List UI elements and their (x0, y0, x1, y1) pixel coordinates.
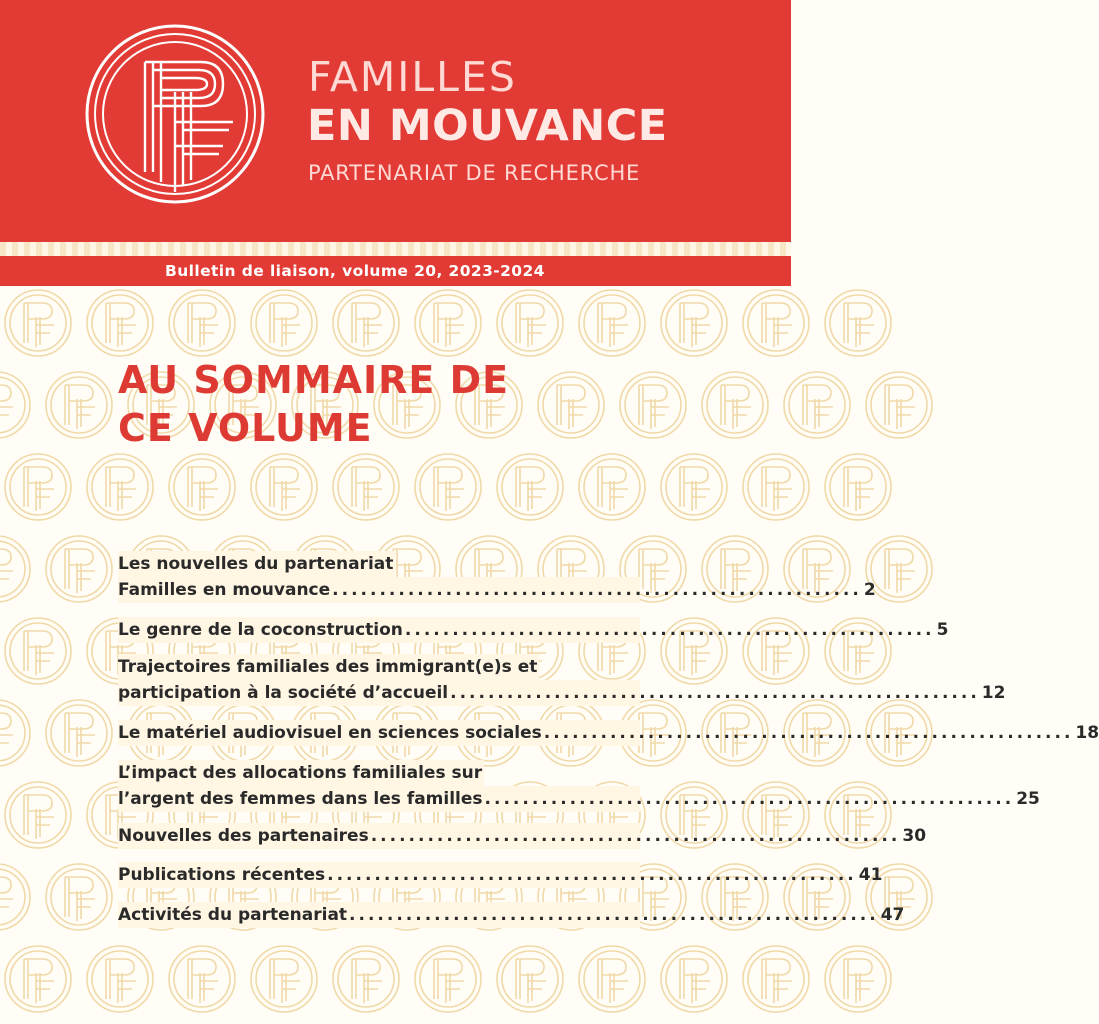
toc-title (118, 356, 509, 452)
monogram-pattern-icon (743, 290, 809, 356)
toc-entry[interactable] (118, 617, 949, 643)
monogram-pattern-icon (415, 290, 481, 356)
toc-entry[interactable] (118, 902, 905, 928)
monogram-pattern-icon (333, 290, 399, 356)
toc-entry-title-cont: Familles en mouvance (118, 580, 331, 600)
monogram-pattern-icon (538, 372, 604, 438)
toc-entry-page: 41 (858, 865, 883, 885)
toc-entry-page: 12 (981, 683, 1006, 703)
monogram-pattern-icon (661, 454, 727, 520)
monogram-pattern-icon (333, 454, 399, 520)
leader-dots: ........................................................ (370, 826, 901, 846)
leader-dots: ........................................................ (404, 620, 935, 640)
monogram-pattern-icon (0, 864, 30, 930)
monogram-pattern-icon (87, 946, 153, 1012)
monogram-pattern-icon (497, 946, 563, 1012)
toc-entry[interactable] (118, 862, 883, 888)
toc-entry-title-cont: participation à la société d’accueil (118, 683, 449, 703)
leader-dots: ........................................................ (349, 905, 879, 925)
toc-entry-title: Nouvelles des partenaires (118, 826, 369, 846)
monogram-pattern-icon (620, 372, 686, 438)
brand-name-line2: EN MOUVANCE (307, 101, 668, 151)
leader-dots: ........................................................ (484, 789, 1015, 809)
toc-title-line2: CE VOLUME (118, 406, 373, 450)
monogram-pattern-icon (5, 618, 71, 684)
monogram-pattern-icon (0, 372, 30, 438)
monogram-pattern-icon (497, 290, 563, 356)
monogram-pattern-icon (251, 290, 317, 356)
leader-dots: ........................................................ (543, 723, 1074, 743)
bulletin-label: Bulletin de liaison, volume 20, 2023-2024 (165, 262, 545, 280)
toc-entry[interactable] (118, 823, 927, 849)
brand-subtitle: PARTENARIAT DE RECHERCHE (308, 161, 641, 185)
toc-entry-page: 5 (936, 620, 949, 640)
monogram-pattern-icon (46, 536, 112, 602)
monogram-pattern-icon (0, 536, 30, 602)
toc-entry-title: L’impact des allocations familiales sur (118, 763, 483, 783)
leader-dots: ........................................................ (450, 683, 980, 703)
toc-entry-page: 2 (863, 580, 876, 600)
monogram-pattern-icon (743, 946, 809, 1012)
monogram-pattern-icon (415, 454, 481, 520)
toc-entry-title: Trajectoires familiales des immigrant(e)s et (118, 657, 538, 677)
monogram-pattern-icon (333, 946, 399, 1012)
monogram-pattern-icon (0, 700, 30, 766)
monogram-pattern-icon (863, 536, 932, 602)
toc-entry[interactable] (118, 760, 1040, 812)
toc-entry[interactable] (118, 551, 876, 603)
toc-entry-title: Activités du partenariat (118, 905, 348, 925)
monogram-pattern-icon (87, 290, 153, 356)
monogram-pattern-icon (743, 454, 809, 520)
monogram-pattern-icon (784, 372, 850, 438)
monogram-pattern-icon (497, 454, 563, 520)
monogram-pattern-icon (825, 290, 891, 356)
toc-entry-title: Le genre de la coconstruction (118, 620, 403, 640)
toc-entry-page: 25 (1016, 789, 1040, 809)
brand-name-line1: FAMILLES (308, 53, 517, 101)
header-banner (0, 0, 791, 242)
toc-title-line1: AU SOMMAIRE DE (118, 358, 510, 402)
fm-monogram-logo-icon (83, 22, 267, 206)
toc-entry-page: 47 (880, 905, 905, 925)
toc-entry-page: 30 (902, 826, 927, 846)
monogram-pattern-icon (169, 290, 235, 356)
monogram-pattern-icon (661, 946, 727, 1012)
monogram-pattern-icon (87, 454, 153, 520)
monogram-pattern-icon (169, 946, 235, 1012)
monogram-pattern-icon (5, 946, 71, 1012)
monogram-pattern-icon (46, 864, 112, 930)
monogram-pattern-icon (251, 946, 317, 1012)
monogram-pattern-icon (46, 372, 112, 438)
toc-entry-title: Les nouvelles du partenariat (118, 554, 394, 574)
toc-entry-page: 18 (1075, 723, 1099, 743)
monogram-pattern-icon (702, 372, 768, 438)
toc-entry-title: Le matériel audiovisuel en sciences sociales (118, 723, 542, 743)
monogram-pattern-icon (46, 700, 112, 766)
decorative-strip (0, 242, 791, 256)
monogram-pattern-icon (415, 946, 481, 1012)
monogram-pattern-icon (5, 782, 71, 848)
toc-entry[interactable] (118, 720, 1099, 746)
monogram-pattern-icon (5, 290, 71, 356)
monogram-pattern-icon (579, 290, 645, 356)
monogram-pattern-icon (661, 290, 727, 356)
monogram-pattern-icon (579, 946, 645, 1012)
monogram-pattern-icon (825, 454, 891, 520)
toc-entry-title-cont: l’argent des femmes dans les familles (118, 789, 483, 809)
monogram-pattern-icon (866, 372, 932, 438)
monogram-pattern-icon (251, 454, 317, 520)
toc-entry[interactable] (118, 654, 1006, 706)
toc-entry-title: Publications récentes (118, 865, 326, 885)
monogram-pattern-icon (579, 454, 645, 520)
monogram-pattern-icon (825, 946, 891, 1012)
leader-dots: ........................................................ (332, 580, 862, 600)
monogram-pattern-icon (5, 454, 71, 520)
monogram-pattern-icon (169, 454, 235, 520)
leader-dots: ........................................................ (327, 865, 857, 885)
